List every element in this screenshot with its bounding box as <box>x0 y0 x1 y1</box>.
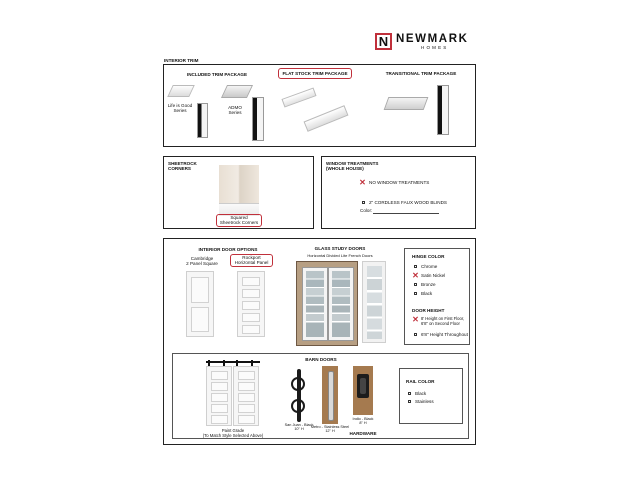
pull-bar <box>328 371 334 421</box>
hardware-indio-label: Indio - Black 8" H <box>352 417 374 426</box>
door-cambridge-label: Cambridge 2 Panel Square <box>186 256 218 267</box>
hinge-option-satin-nickel: Satin Nickel <box>421 273 446 278</box>
sheetrock-corner-image <box>219 165 259 215</box>
height-option-throughout: 6'8" Height Throughout <box>421 332 468 337</box>
door-panel <box>238 415 255 424</box>
hardware-san-juan-photo <box>286 369 312 422</box>
color-field[interactable] <box>373 213 439 214</box>
glass-door-right <box>328 267 354 341</box>
height-all-checkbox[interactable] <box>414 333 417 336</box>
interior-trim-box <box>163 64 476 147</box>
barn-doors-panel <box>172 353 469 439</box>
ring-pull <box>291 399 305 413</box>
rail-stainless-checkbox[interactable] <box>408 400 411 403</box>
hardware-indio-photo <box>353 366 373 415</box>
door-cambridge <box>186 271 214 337</box>
door-panel <box>242 301 260 310</box>
hinge-option-chrome: Chrome <box>421 264 438 269</box>
color-label: Color: <box>360 208 373 213</box>
door-rockport <box>237 271 265 337</box>
barn-door-caption: Paint Grade (To Match Style Selected Above) <box>202 428 264 438</box>
transitional-trim-title: TRANSITIONAL TRIM PACKAGE <box>385 71 457 76</box>
rail-black-checkbox[interactable] <box>408 392 411 395</box>
barn-doors-title: BARN DOORS <box>305 357 337 362</box>
hinge-height-panel <box>404 248 470 345</box>
logo-letter: N <box>378 34 389 49</box>
interior-trim-heading: INTERIOR TRIM <box>164 58 199 63</box>
logo-mark <box>375 33 392 50</box>
sheetrock-title: SHEETROCK CORNERS <box>168 161 197 172</box>
hinge-option-black: Black <box>421 291 433 296</box>
rail-option-black: Black <box>415 391 427 396</box>
window-option-blinds-checkbox[interactable] <box>362 201 365 204</box>
door-panel <box>211 415 228 424</box>
door-panel <box>238 371 255 380</box>
trim-casing-2 <box>252 97 264 141</box>
door-rockport-label: Rockport Horizontal Panel <box>234 255 269 266</box>
door-panel <box>242 313 260 322</box>
door-panel <box>238 404 255 413</box>
trim-profile-1 <box>167 85 195 97</box>
window-treatments-title: WINDOW TREATMENTS (WHOLE HOUSE) <box>326 161 379 172</box>
hinge-black-checkbox[interactable] <box>414 292 417 295</box>
option-selected-icon[interactable]: ✕ <box>412 315 419 324</box>
door-panel <box>211 393 228 402</box>
flat-stock-title: FLAT STOCK TRIM PACKAGE <box>282 71 348 76</box>
glass-door-single <box>362 261 386 343</box>
hardware-san-juan-label: San Juan - Black 10" H <box>284 423 314 432</box>
hardware-metro-label: Metro - Stainless Steel 12" H <box>310 425 350 434</box>
brand-name: NEWMARK <box>396 33 469 45</box>
glass-doors-caption: Horizontal Divided Lite French Doors <box>307 253 373 258</box>
transitional-profile <box>384 97 429 110</box>
window-option-blinds: 2" CORDLESS FAUX WOOD BLINDS <box>369 200 447 205</box>
interior-door-title: INTERIOR DOOR OPTIONS <box>198 247 258 252</box>
glass-doors-title: GLASS STUDY DOORS <box>314 246 366 251</box>
glass-doors-photo <box>296 261 358 346</box>
transitional-casing <box>437 85 449 135</box>
brand-logo <box>375 33 475 53</box>
door-panel <box>242 289 260 298</box>
door-panel <box>211 404 228 413</box>
door-panel <box>191 307 209 332</box>
hinge-color-title: HINGE COLOR <box>412 254 445 259</box>
door-panel <box>211 382 228 391</box>
sheetrock-box <box>163 156 314 229</box>
window-treatments-box <box>321 156 476 229</box>
included-trim-title: INCLUDED TRIM PACKAGE <box>186 72 248 77</box>
height-option-mixed: 8' Height on First Floor, 6'8" on Second Floor <box>421 316 465 327</box>
glass-pane <box>332 271 350 337</box>
rail-option-stainless: Stainless <box>415 399 434 404</box>
rail-color-panel <box>399 368 463 424</box>
flush-pull-inner <box>360 378 366 394</box>
brand-subname: HOMES <box>421 45 449 50</box>
hardware-label: HARDWARE <box>349 431 377 436</box>
doors-box <box>163 238 476 445</box>
option-selected-icon[interactable]: ✕ <box>412 271 419 280</box>
glass-pane <box>367 266 382 339</box>
option-selected-icon[interactable]: ✕ <box>359 178 366 187</box>
door-panel <box>211 371 228 380</box>
rail-color-title: RAIL COLOR <box>406 379 435 384</box>
door-panel <box>242 277 260 286</box>
sheetrock-caption: Squared Sheetrock Corners <box>219 215 259 226</box>
door-panel <box>238 382 255 391</box>
hinge-bronze-checkbox[interactable] <box>414 283 417 286</box>
barn-door-left <box>206 366 232 426</box>
door-panel <box>242 325 260 334</box>
flat-stock-piece-1 <box>281 87 316 107</box>
door-height-title: DOOR HEIGHT <box>412 308 445 313</box>
hardware-metro-photo <box>322 366 338 424</box>
ring-pull <box>291 377 305 391</box>
flat-stock-piece-2 <box>304 105 349 132</box>
hinge-option-bronze: Bronze <box>421 282 436 287</box>
glass-pane <box>306 271 324 337</box>
door-panel <box>238 393 255 402</box>
trim-profile-2 <box>221 85 253 98</box>
glass-door-left <box>302 267 328 341</box>
barn-door-right <box>233 366 259 426</box>
window-option-none: NO WINDOW TREATMENTS <box>369 180 430 185</box>
trim-option-admo: ADMO Series <box>228 105 242 116</box>
trim-option-life-is-good: Life is Good Series <box>167 103 193 114</box>
hinge-chrome-checkbox[interactable] <box>414 265 417 268</box>
door-panel <box>191 277 209 303</box>
trim-casing-1 <box>197 103 208 138</box>
